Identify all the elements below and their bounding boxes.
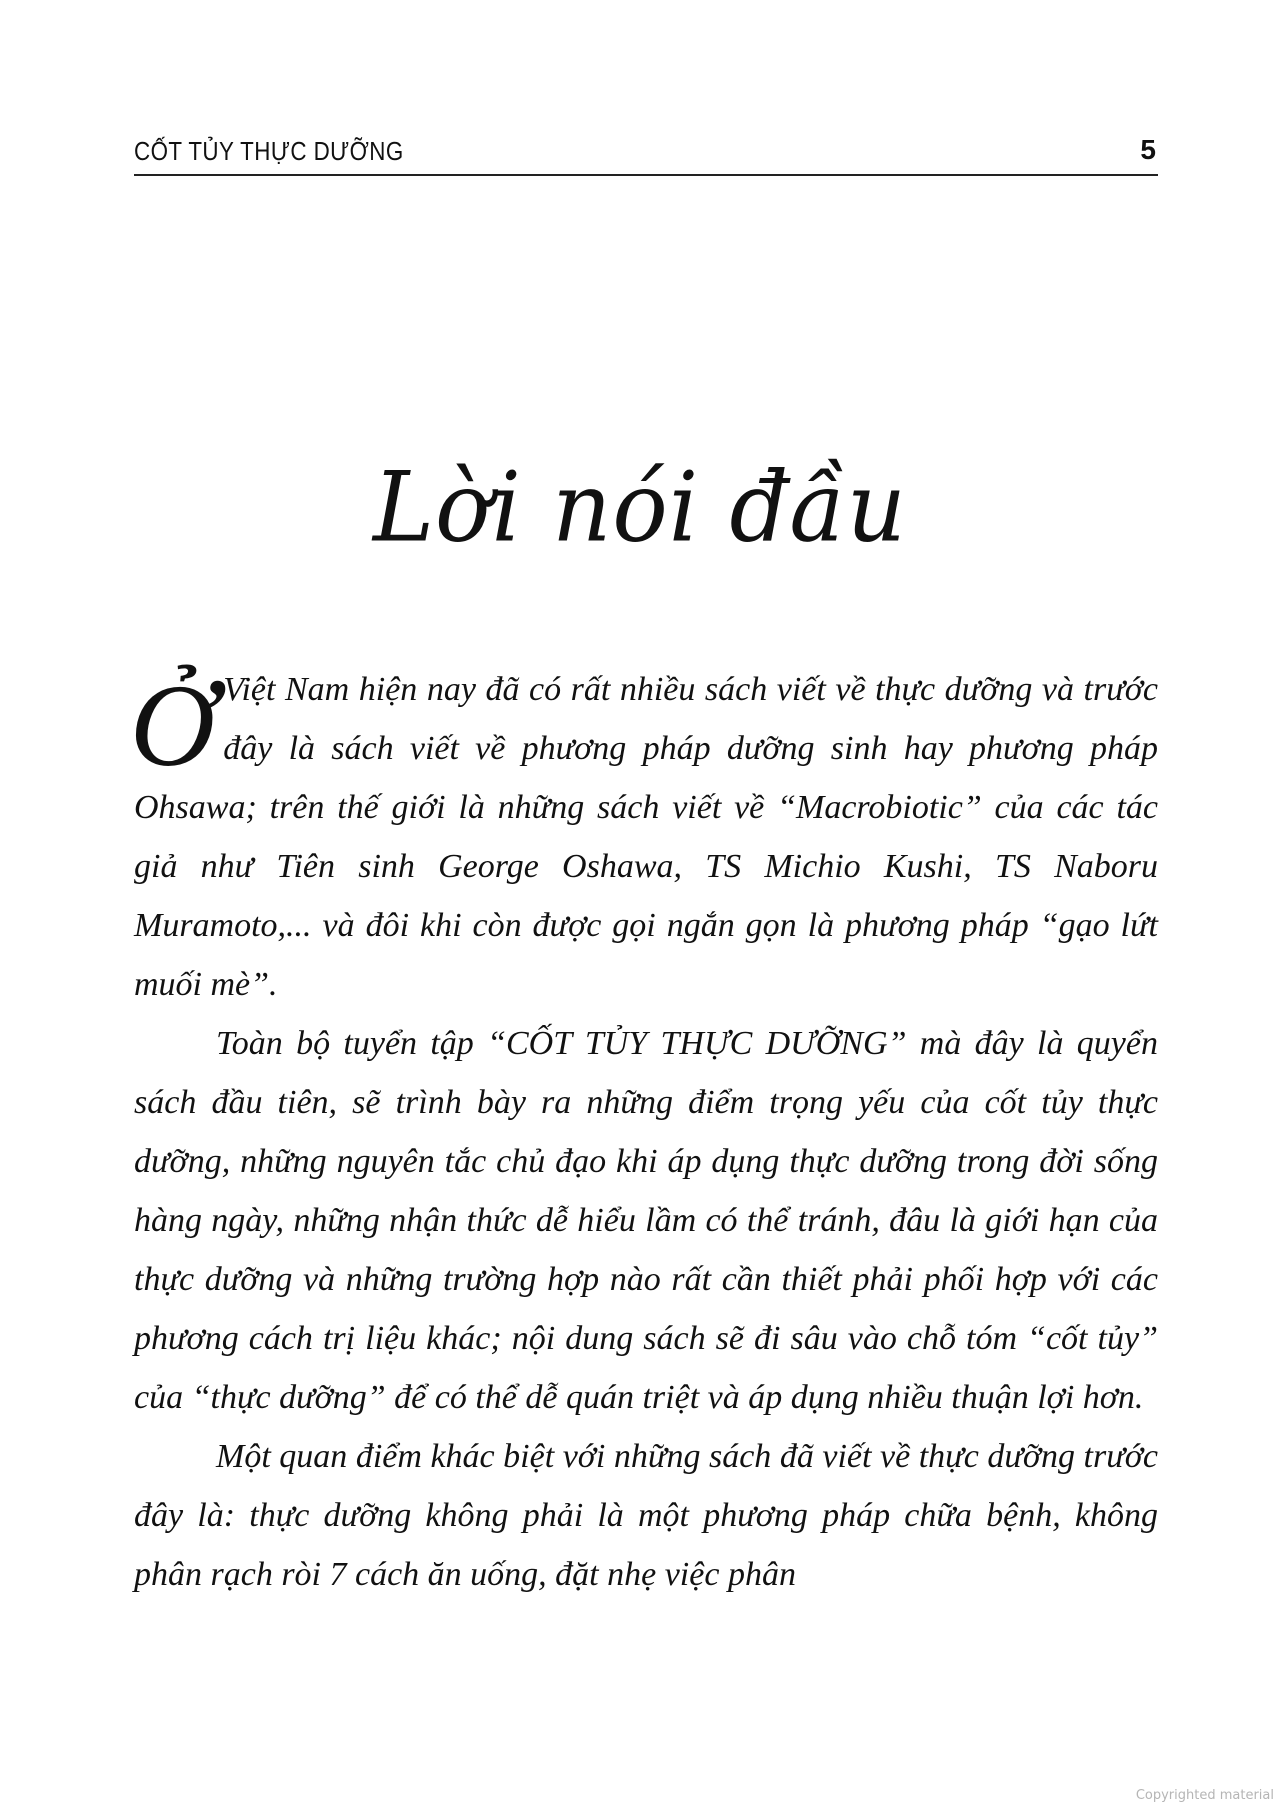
- copyright-watermark: Copyrighted material: [1135, 1788, 1274, 1803]
- paragraph-1: [130, 660, 1158, 1014]
- running-title: CỐT TỦY THỰC DƯỠNG: [134, 136, 404, 166]
- running-header: [134, 128, 1158, 176]
- paragraph-1-text: Việt Nam hiện nay đã có rất nhiều sách viết về thực dưỡng và trước đây là sách viết về phương pháp dưỡng sinh hay phương pháp Ohsawa; trên thế giới là những sách viết về “Macrobiotic” của các tác giả như Tiên sinh George Oshawa, TS Michio Kushi, TS Naboru Muramoto,... và đôi khi còn được gọi ngắn gọn là phương pháp “gạo lứt muối mè”.: [134, 671, 1158, 1003]
- paragraph-3: Một quan điểm khác biệt với những sách đã viết về thực dưỡng trước đây là: thực dưỡng không phải là một phương pháp chữa bệnh, không phân rạch ròi 7 cách ăn uống, đặt nhẹ việc phân: [134, 1438, 1158, 1593]
- chapter-title: Lời nói đầu: [373, 451, 907, 564]
- drop-cap: Ở: [130, 660, 216, 791]
- paragraph-2: Toàn bộ tuyển tập “CỐT TỦY THỰC DƯỠNG” mà đây là quyển sách đầu tiên, sẽ trình bày ra những điểm trọng yếu của cốt tủy thực dưỡng, những nguyên tắc chủ đạo khi áp dụng thực dưỡng trong đời sống hàng ngày, những nhận thức dễ hiểu lầm có thể tránh, đâu là giới hạn của thực dưỡng và những trường hợp nào rất cần thiết phải phối hợp với các phương cách trị liệu khác; nội dung sách sẽ đi sâu vào chỗ tóm “cốt tủy” của “thực dưỡng” để có thể dễ quán triệt và áp dụng nhiều thuận lợi hơn.: [134, 1025, 1158, 1416]
- page-number: 5: [1140, 134, 1156, 165]
- body-text: [130, 660, 1158, 1604]
